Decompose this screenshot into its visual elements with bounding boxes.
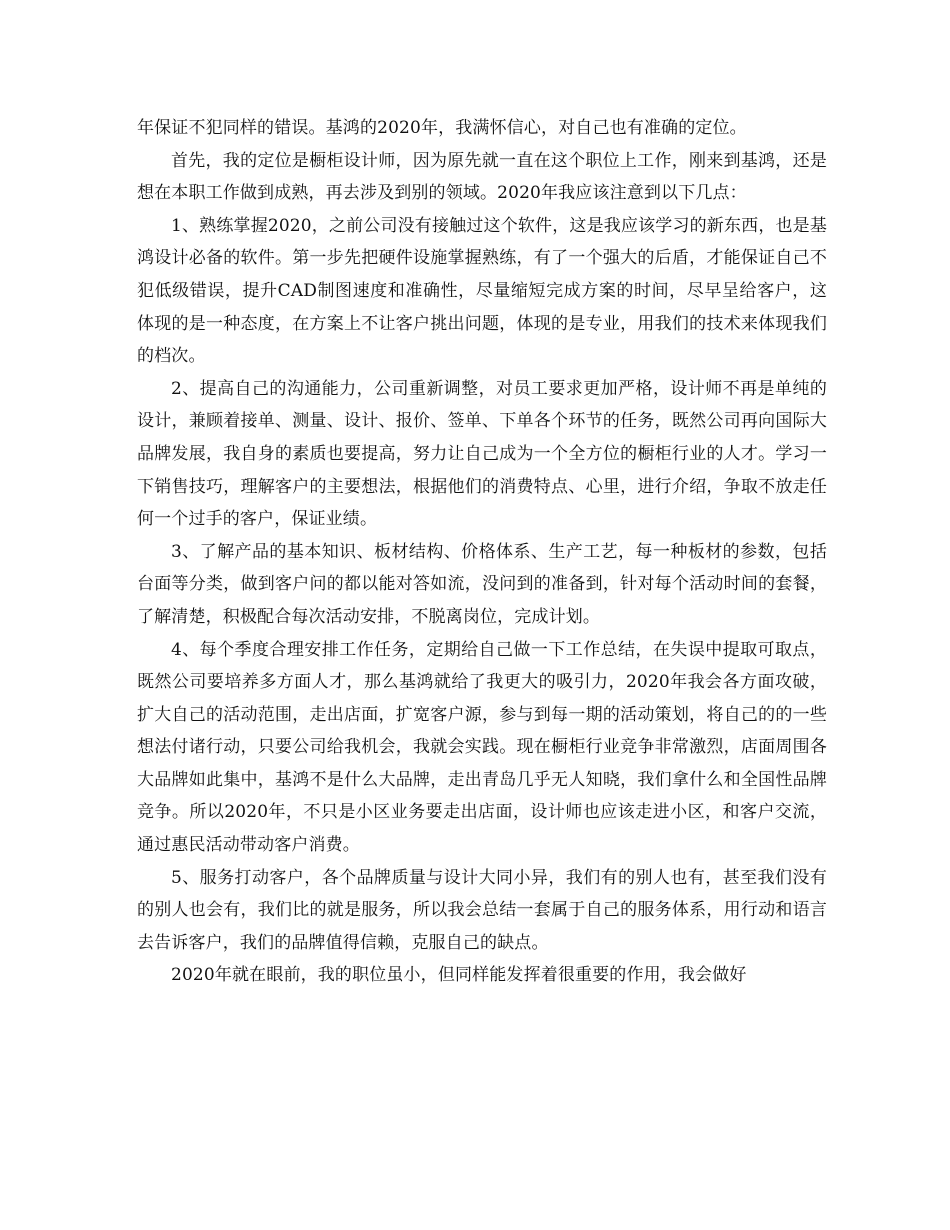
paragraph-point-5: 5、服务打动客户，各个品牌质量与设计大同小异，我们有的别人也有，甚至我们没有的别人也会有，我们比的就是服务，所以我会总结一套属于自己的服务体系，用行动和语言去告诉客户，我们的品牌值得信赖，克服自己的缺点。 [137, 867, 827, 953]
paragraph-point-1: 1、熟练掌握2020，之前公司没有接触过这个软件，这是我应该学习的新东西，也是基鸿设计必备的软件。第一步先把硬件设施掌握熟练，有了一个强大的后盾，才能保证自己不犯低级错误，提升CAD制图速度和准确性，尽量缩短完成方案的时间，尽早呈给客户，这体现的是一种态度，在方案上不让客户挑出问题，体现的是专业，用我们的技术来体现我们的档次。 [137, 215, 827, 367]
paragraph-positioning: 首先，我的定位是橱柜设计师，因为原先就一直在这个职位上工作，刚来到基鸿，还是想在本职工作做到成熟，再去涉及到别的领域。2020年我应该注意到以下几点： [137, 150, 827, 204]
paragraph-continuation: 年保证不犯同样的错误。基鸿的2020年，我满怀信心，对自己也有准确的定位。 [137, 118, 747, 138]
document-body [137, 112, 827, 992]
paragraph-point-4: 4、每个季度合理安排工作任务，定期给自己做一下工作总结，在失误中提取可取点，既然公司要培养多方面人才，那么基鸿就给了我更大的吸引力，2020年我会各方面攻破，扩大自己的活动范围，走出店面，扩宽客户源，参与到每一期的活动策划，将自己的的一些想法付诸行动，只要公司给我机会，我就会实践。现在橱柜行业竞争非常激烈，店面周围各大品牌如此集中，基鸿不是什么大品牌，走出青岛几乎无人知晓，我们拿什么和全国性品牌竞争。所以2020年，不只是小区业务要走出店面，设计师也应该走进小区，和客户交流，通过惠民活动带动客户消费。 [137, 639, 827, 856]
paragraph-closing: 2020年就在眼前，我的职位虽小，但同样能发挥着很重要的作用，我会做好 [171, 965, 747, 986]
paragraph-point-2: 2、提高自己的沟通能力，公司重新调整，对员工要求更加严格，设计师不再是单纯的设计，兼顾着接单、测量、设计、报价、签单、下单各个环节的任务，既然公司再向国际大品牌发展，我自身的素质也要提高，努力让自己成为一个全方位的橱柜行业的人才。学习一下销售技巧，理解客户的主要想法，根据他们的消费特点、心里，进行介绍，争取不放走任何一个过手的客户，保证业绩。 [137, 378, 827, 530]
paragraph-point-3: 3、了解产品的基本知识、板材结构、价格体系、生产工艺，每一种板材的参数，包括台面等分类，做到客户问的都以能对答如流，没问到的准备到，针对每个活动时间的套餐，了解清楚，积极配合每次活动安排，不脱离岗位，完成计划。 [137, 541, 827, 627]
